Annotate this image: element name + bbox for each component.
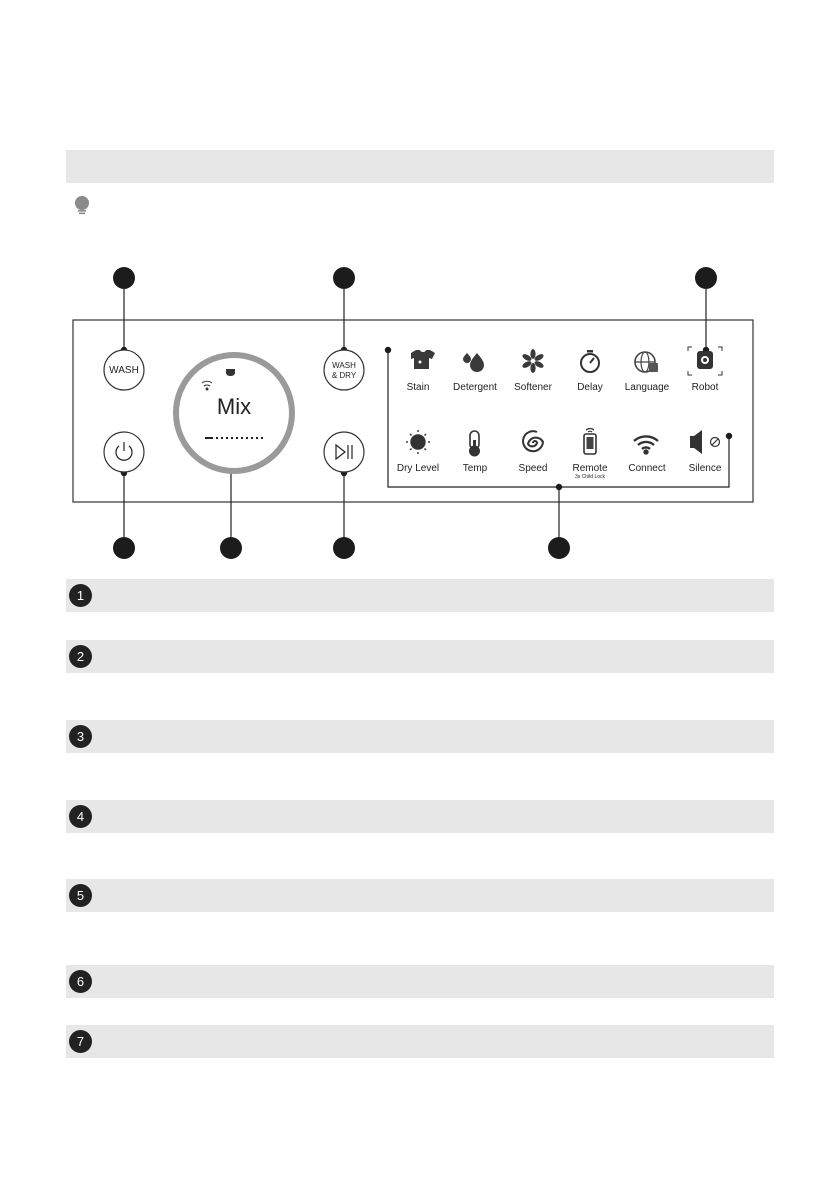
section-6 [66,965,774,998]
softener-label: Softener [514,382,552,393]
dry-level-label: Dry Level [396,463,440,474]
start-pause-button[interactable] [324,432,364,472]
callout-marker [113,537,135,559]
display-program-text: Mix [216,394,252,419]
section-number: 5 [69,884,92,907]
callout-marker [548,537,570,559]
section-7 [66,1025,774,1058]
section-number: 7 [69,1030,92,1053]
section-5 [66,879,774,912]
section-number: 2 [69,645,92,668]
control-panel-diagram [0,250,839,570]
stain-label: Stain [406,382,430,393]
section-2 [66,640,774,673]
power-button[interactable] [104,432,144,472]
language-label: Language [624,382,670,393]
section-4 [66,800,774,833]
silence-label: Silence [688,463,722,474]
wash-button-label: WASH [109,365,139,376]
wash-dry-label-line1: WASH [332,361,356,370]
section-number: 3 [69,725,92,748]
section-number: 6 [69,970,92,993]
wash-dry-label-line2: & DRY [331,371,357,380]
section-number: 4 [69,805,92,828]
speed-label: Speed [518,463,548,474]
callout-marker [113,267,135,289]
robot-label: Robot [691,382,719,393]
callout-marker [333,537,355,559]
callout-marker [695,267,717,289]
drum-icon [226,369,235,376]
delay-label: Delay [577,382,603,393]
callout-marker [333,267,355,289]
lightbulb-icon [70,194,94,218]
connect-label: Connect [628,463,666,474]
remote-child-lock-label: 3s Child Lock [574,474,605,480]
remote-label: Remote [572,463,608,474]
section-3 [66,720,774,753]
detergent-label: Detergent [453,382,497,393]
section-number: 1 [69,584,92,607]
temp-label: Temp [462,463,488,474]
temp-icon[interactable] [469,431,480,457]
header-bar [66,150,774,183]
section-1 [66,579,774,612]
callout-marker [220,537,242,559]
